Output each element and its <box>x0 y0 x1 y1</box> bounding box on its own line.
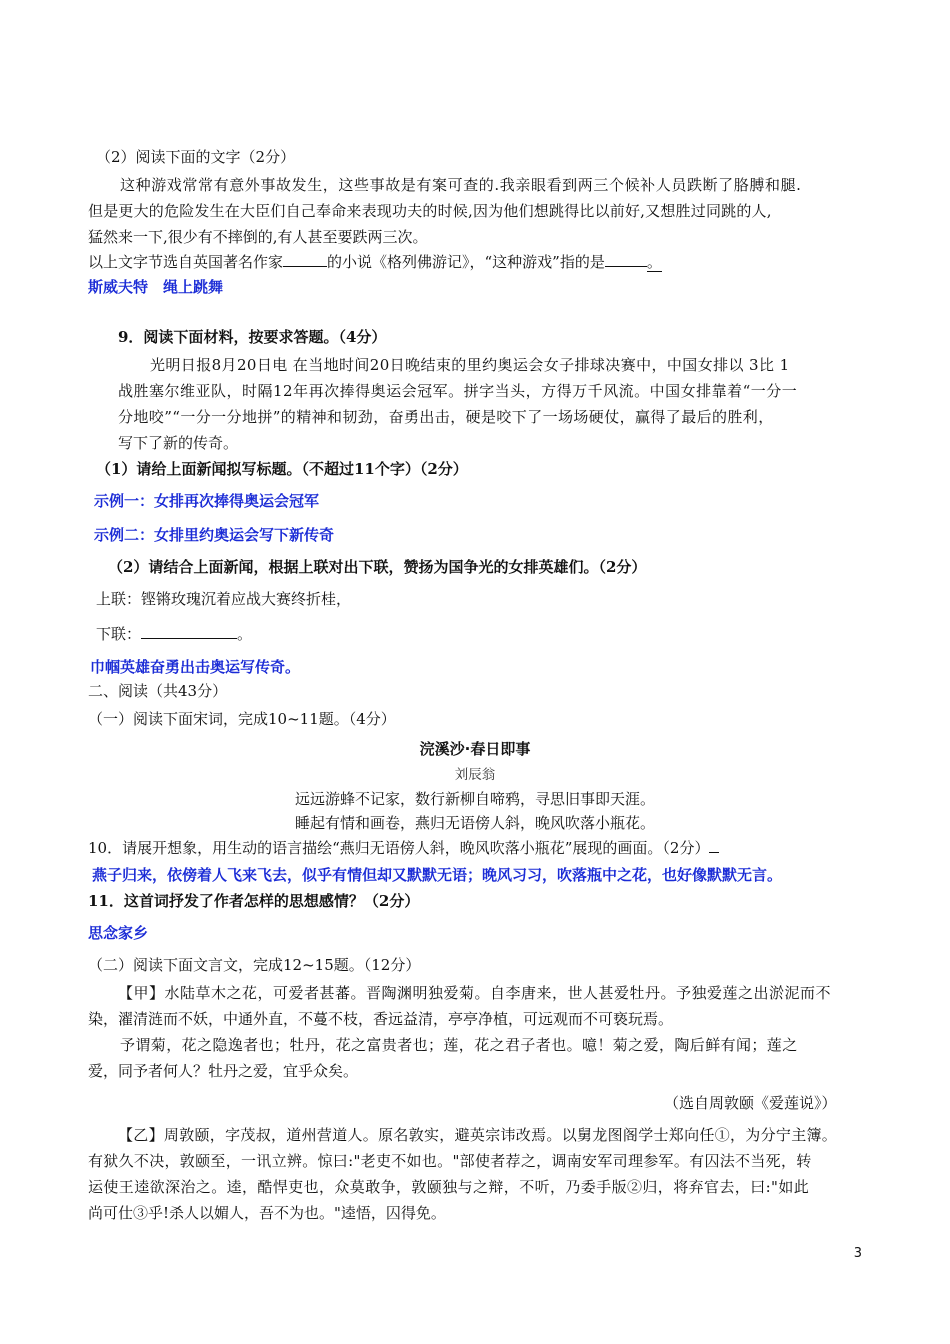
q10-question <box>88 836 719 859</box>
jia-line-4: 爱，同予者何人？牡丹之爱，宜乎众矣。 <box>88 1062 359 1080</box>
poem-author: 刘辰翁 <box>454 767 496 783</box>
q9-example-2: 示例二：女排里约奥运会写下新传奇 <box>94 526 335 544</box>
jia-line-2: 染，濯清涟而不妖，中通外直，不蔓不枝，香远益清，亭亭净植，可远观而不可亵玩焉。 <box>88 1010 674 1028</box>
q9-lower-blank[interactable] <box>141 622 237 639</box>
q10-blank[interactable] <box>709 836 719 853</box>
jia-line-3: 予谓菊，花之隐逸者也；牡丹，花之富贵者也；莲，花之君子者也。噫！菊之爱，陶后鲜有闻；莲之 <box>120 1036 798 1054</box>
poem-line-2: 睡起有情和画卷，燕归无语傍人斜，晚风吹落小瓶花。 <box>294 814 655 832</box>
q8-blank-author[interactable] <box>283 250 327 267</box>
q9-sub1: （1）请给上面新闻拟写标题。（不超过11个字）（2分） <box>96 460 468 478</box>
part-1-heading: （一）阅读下面宋词，完成10~11题。（4分） <box>88 710 396 728</box>
poem-title: 浣溪沙·春日即事 <box>419 740 531 758</box>
jia-line-1: 【甲】水陆草木之花，可爱者甚蕃。晋陶渊明独爱菊。自李唐来，世人甚爱牡丹。予独爱莲之出淤泥而不 <box>118 984 832 1002</box>
section-2-heading: 二、阅读（共43分） <box>88 682 228 700</box>
q8-question-part-a: 以上文字节选自英国著名作家 <box>88 253 284 271</box>
q11-question: 11．这首词抒发了作者怎样的思想感情？（2分） <box>88 892 420 910</box>
q8-question <box>88 250 662 273</box>
q9-sub2: （2）请结合上面新闻，根据上联对出下联，赞扬为国争光的女排英雄们。（2分） <box>108 558 647 576</box>
q8-passage-line-3: 猛然来一下,很少有不摔倒的,有人甚至要跌两三次。 <box>88 228 428 246</box>
q11-answer: 思念家乡 <box>88 924 149 942</box>
q9-passage-line-4: 写下了新的传奇。 <box>118 434 239 452</box>
q8-passage-line-2: 但是更大的危险发生在大臣们自己奉命来表现功夫的时候,因为他们想跳得比以前好,又想胜过同跳的人, <box>88 202 772 220</box>
part-2-heading: （二）阅读下面文言文，完成12~15题。（12分） <box>88 956 421 974</box>
q10-answer: 燕子归来，依傍着人飞来飞去，似乎有情但却又默默无语；晚风习习，吹落瓶中之花，也好像默默无言。 <box>92 866 783 884</box>
yi-line-4: 尚可仕③乎!杀人以媚人，吾不为也。"逵悟，囚得免。 <box>88 1204 446 1222</box>
yi-line-1: 【乙】周敦颐，字茂叔，道州营道人。原名敦实，避英宗讳改焉。以舅龙图阁学士郑向任①，为分宁主簿。 <box>118 1126 838 1144</box>
q9-title: 9．阅读下面材料，按要求答题。（4分） <box>118 328 387 346</box>
page-number: 3 <box>853 1246 862 1261</box>
q9-passage-line-1: 光明日报8月20日电 在当地时间20日晚结束的里约奥运会女子排球决赛中，中国女排以 3比 1 <box>150 356 790 374</box>
q9-example-1: 示例一：女排再次捧得奥运会冠军 <box>94 492 320 510</box>
q8-2-prompt: （2）阅读下面的文字（2分） <box>96 148 296 166</box>
q10-question-text: 10．请展开想象，用生动的语言描绘“燕归无语傍人斜，晚风吹落小瓶花”展现的画面。（2分） <box>88 839 710 857</box>
q8-passage-line-1: 这种游戏常常有意外事故发生，这些事故是有案可查的.我亲眼看到两三个候补人员跌断了胳膊和腿. <box>120 176 802 194</box>
q9-lower-label: 下联： <box>96 625 142 643</box>
q9-lower-end: 。 <box>237 625 253 643</box>
yi-line-3: 运使王逵欲深治之。逵，酷悍吏也，众莫敢争，敦颐独与之辩，不听，乃委手版②归，将弃官去，曰:"如此 <box>88 1178 810 1196</box>
q9-lower-couplet <box>96 622 252 645</box>
q8-blank-game[interactable] <box>605 250 647 267</box>
yi-line-2: 有狱久不决，敦颐至，一讯立辨。惊曰:"老吏不如也。"部使者荐之，调南安军司理参军。有囚法不当死，转 <box>88 1152 812 1170</box>
q9-passage-line-3: 分地咬”“一分一分地拼”的精神和韧劲，奋勇出击，硬是咬下了一场场硬仗，赢得了最后的胜利， <box>118 408 774 426</box>
q9-upper-couplet: 上联：铿锵玫瑰沉着应战大赛终折桂， <box>96 590 352 608</box>
q9-answer: 巾帼英雄奋勇出击奥运写传奇。 <box>90 658 301 676</box>
q8-answer: 斯威夫特 绳上跳舞 <box>88 278 224 296</box>
poem-line-1: 远远游蜂不记家，数行新柳自啼鸦，寻思旧事即天涯。 <box>294 790 655 808</box>
jia-source: （选自周敦颐《爱莲说》） <box>664 1094 837 1112</box>
q8-question-part-b: 的小说《格列佛游记》，“这种游戏”指的是 <box>327 253 605 271</box>
q8-question-end: 。 <box>646 253 662 271</box>
q9-passage-line-2: 战胜塞尔维亚队，时隔12年再次捧得奥运会冠军。拼字当头，方得万千风流。中国女排靠着“一分一 <box>118 382 798 400</box>
